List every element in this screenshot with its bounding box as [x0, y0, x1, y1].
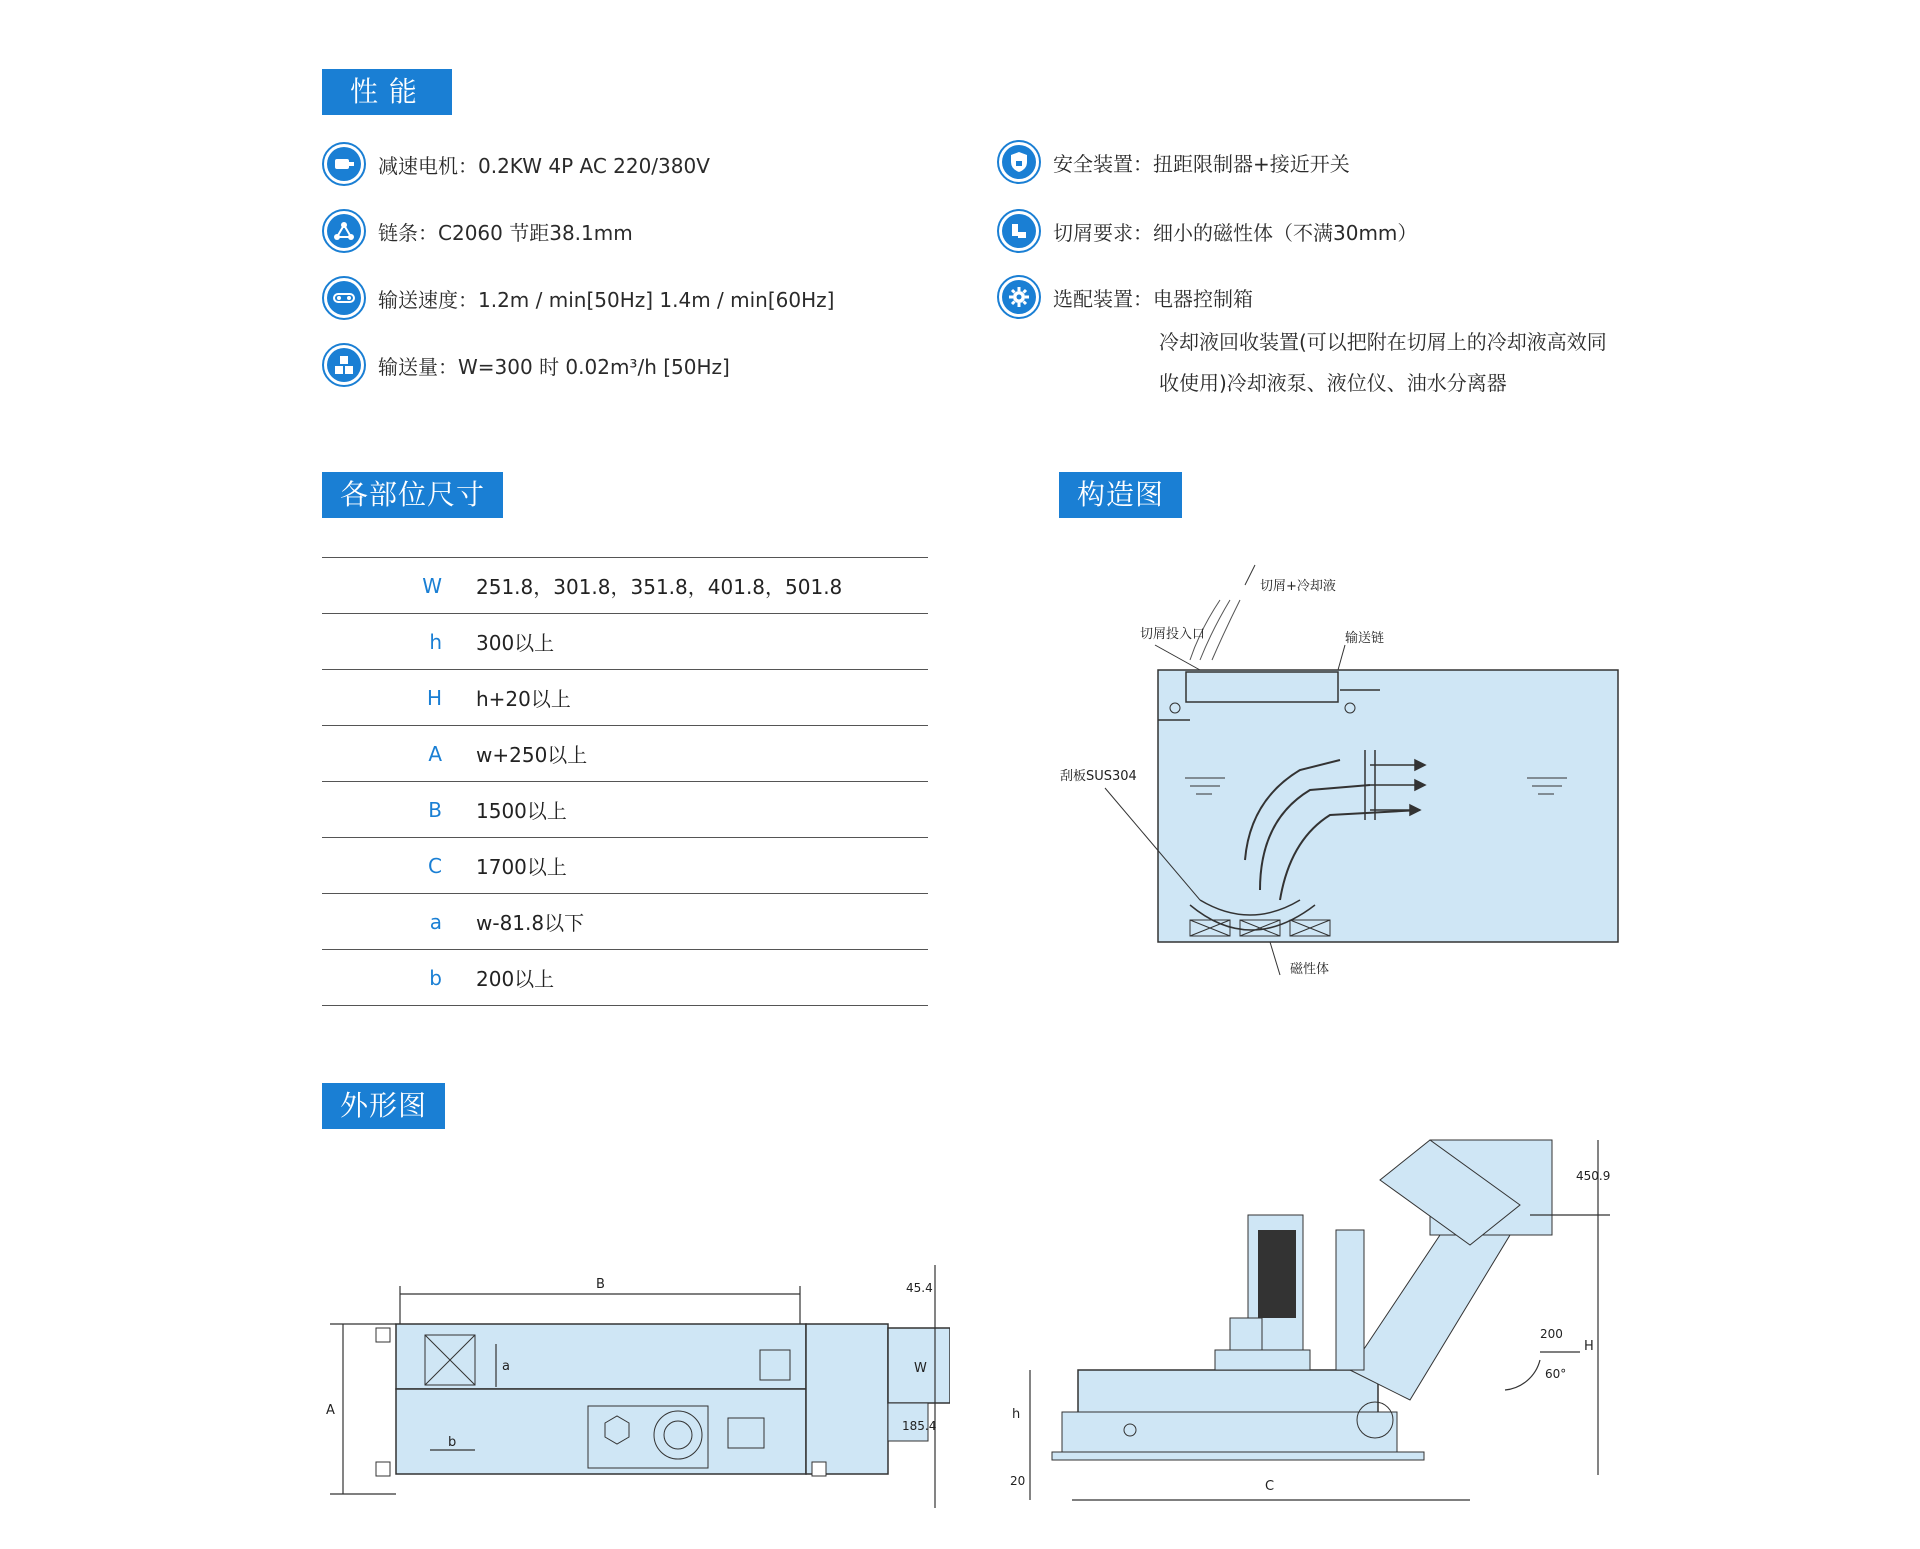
dim-label-W: W — [914, 1361, 927, 1376]
dim-label-H: H — [1584, 1339, 1594, 1354]
perf-volume — [322, 343, 730, 387]
dim-value: h+20以上 — [476, 670, 928, 726]
perf-volume-text: 输送量：W=300 时 0.02m³/h [50Hz] — [378, 354, 730, 379]
perf-speed — [322, 276, 834, 320]
motor-icon — [322, 142, 366, 186]
dim-label-A: A — [326, 1403, 335, 1418]
perf-chain — [322, 209, 633, 253]
dim-label-h: h — [1012, 1407, 1021, 1422]
dim-label-200: 200 — [1540, 1327, 1563, 1341]
table-row — [322, 726, 928, 782]
perf-options — [997, 275, 1253, 319]
dim-label-C: C — [1265, 1479, 1275, 1494]
dim-label-a: a — [502, 1359, 510, 1374]
perf-chips — [997, 209, 1417, 253]
dim-key: H — [322, 670, 476, 726]
perf-chain-text: 链条：C2060 节距38.1mm — [378, 220, 633, 245]
label-magnet: 磁性体 — [1290, 962, 1330, 977]
dim-label-angle: 60° — [1545, 1367, 1567, 1381]
table-row — [322, 782, 928, 838]
label-conveyor-chain: 输送链 — [1345, 631, 1385, 646]
cubes-icon — [322, 343, 366, 387]
dim-label-B: B — [596, 1277, 605, 1292]
structure-diagram — [1040, 560, 1640, 1000]
dim-key: W — [322, 558, 476, 614]
chips-icon — [997, 209, 1041, 253]
perf-motor-text: 减速电机：0.2KW 4P AC 220/380V — [378, 153, 710, 178]
dim-value: 200以上 — [476, 950, 928, 1006]
label-scraper: 刮板SUS304 — [1060, 769, 1137, 784]
perf-safety-text: 安全装置：扭距限制器+接近开关 — [1053, 151, 1350, 176]
dim-label-20: 20 — [1010, 1474, 1026, 1488]
dim-label-185-4: 185.4 — [902, 1419, 937, 1433]
section-header-dimensions: 各部位尺寸 — [322, 472, 503, 518]
perf-motor — [322, 142, 710, 186]
dim-value: 1500以上 — [476, 782, 928, 838]
section-header-performance: 性 能 — [322, 69, 452, 115]
perf-chips-text: 切屑要求：细小的磁性体（不满30mm） — [1053, 220, 1418, 245]
label-chip-inlet: 切屑投入口 — [1140, 627, 1206, 642]
dim-key: b — [322, 950, 476, 1006]
dim-key: a — [322, 894, 476, 950]
section-header-outline: 外形图 — [322, 1083, 445, 1129]
options-extra-line-2: 收使用)冷却液泵、液位仪、油水分离器 — [1159, 371, 1507, 395]
gear-icon — [997, 275, 1041, 319]
perf-safety — [997, 140, 1350, 184]
dimension-table — [322, 557, 928, 1006]
dim-value: w+250以上 — [476, 726, 928, 782]
table-row — [322, 894, 928, 950]
label-chips-coolant: 切屑+冷却液 — [1260, 579, 1336, 594]
outline-side-view — [1000, 1130, 1640, 1530]
dim-value: w-81.8以下 — [476, 894, 928, 950]
section-header-structure: 构造图 — [1059, 472, 1182, 518]
dim-value: 1700以上 — [476, 838, 928, 894]
table-row — [322, 950, 928, 1006]
table-row — [322, 558, 928, 614]
dim-label-b: b — [448, 1435, 457, 1450]
outline-top-view — [310, 1240, 950, 1530]
dim-key: B — [322, 782, 476, 838]
shield-lock-icon — [997, 140, 1041, 184]
table-row — [322, 838, 928, 894]
chain-icon — [322, 209, 366, 253]
conveyor-icon — [322, 276, 366, 320]
dim-key: C — [322, 838, 476, 894]
table-row — [322, 670, 928, 726]
options-extra-line-1: 冷却液回收装置(可以把附在切屑上的冷却液高效同 — [1159, 330, 1607, 354]
dim-label-450-9: 450.9 — [1576, 1169, 1611, 1183]
table-row — [322, 614, 928, 670]
perf-speed-text: 输送速度：1.2m / min[50Hz] 1.4m / min[60Hz] — [378, 287, 835, 312]
dim-label-45-4: 45.4 — [906, 1281, 933, 1295]
perf-options-text: 选配装置：电器控制箱 — [1053, 286, 1253, 311]
dim-value: 300以上 — [476, 614, 928, 670]
dim-key: A — [322, 726, 476, 782]
dim-key: h — [322, 614, 476, 670]
dim-value: 251.8，301.8，351.8，401.8，501.8 — [476, 558, 928, 614]
